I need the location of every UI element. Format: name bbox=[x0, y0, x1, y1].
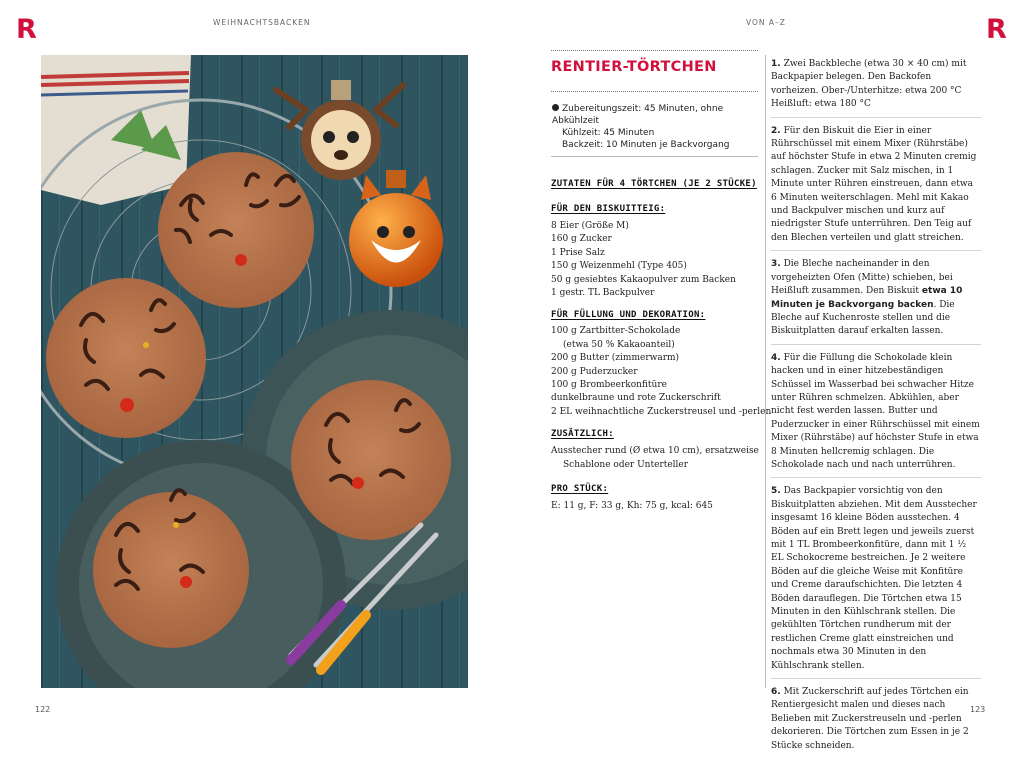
cake-2 bbox=[46, 278, 206, 438]
step-2: 2. Für den Biskuit die Eier in einer Rührschüssel mit einem Mixer (Rührstäbe) auf höchster Stufe in etwa 2 Minuten cremig schlagen. Zucker mit Salz mischen, in 1 Minute unter Rühren einstreuen, dann etwa 6 Minuten weiterschlagen. Mehl mit Kakao und Backpulver mischen und kurz auf niedrigster Stufe unterrühren. Den Teig auf den Blechen verteilen und glatt streichen. bbox=[771, 125, 981, 252]
list-item: 100 g Zartbitter-Schokolade bbox=[551, 326, 681, 337]
biscuit-heading: FÜR DEN BISKUITTEIG: bbox=[551, 204, 666, 214]
list-item: 2 EL weihnachtliche Zuckerstreusel und -perlen bbox=[551, 406, 772, 417]
page-number-right: 123 bbox=[970, 705, 986, 714]
ingredients-heading: ZUTATEN FÜR 4 TÖRTCHEN (JE 2 STÜCKE) bbox=[551, 179, 757, 189]
filling-list bbox=[551, 325, 772, 419]
chapter-letter-left: R bbox=[16, 14, 37, 45]
recipe-photo bbox=[41, 55, 468, 688]
divider bbox=[551, 156, 758, 157]
prep-time: Zubereitungszeit: 45 Minuten, ohne Abkühlzeit bbox=[552, 104, 724, 126]
divider bbox=[551, 91, 758, 92]
recipe-column bbox=[551, 50, 772, 514]
list-item: 1 Prise Salz bbox=[551, 247, 605, 258]
nutrition-heading: PRO STÜCK: bbox=[551, 484, 609, 495]
time-info bbox=[552, 103, 758, 151]
bake-time: Backzeit: 10 Minuten je Backvorgang bbox=[562, 140, 730, 150]
cake-1 bbox=[158, 152, 314, 308]
list-item: 8 Eier (Größe M) bbox=[551, 221, 629, 231]
list-item: Ausstecher rund (Ø etwa 10 cm), ersatzweise bbox=[551, 446, 759, 457]
step-3: 3. Die Bleche nacheinander in den vorgeheizten Ofen (Mitte) schieben, bei Heißluft zusammen. Den Biskuit etwa 10 Minuten je Backvorgang backen. Die Bleche auf Kuchenroste stellen und die Biskuitplatten darauf erkalten lassen. bbox=[771, 258, 981, 344]
column-divider bbox=[765, 55, 766, 688]
list-item: dunkelbraune und rote Zuckerschrift bbox=[551, 393, 721, 404]
list-item: 50 g gesiebtes Kakaopulver zum Backen bbox=[551, 274, 736, 285]
list-item: 160 g Zucker bbox=[551, 234, 612, 245]
chill-time: Kühlzeit: 45 Minuten bbox=[562, 128, 655, 138]
step-5: 5. Das Backpapier vorsichtig von den Biskuitplatten abziehen. Mit dem Ausstecher insgesamt 16 kleine Böden ausstechen. 4 Böden auf ein Brett legen und jeweils zuerst mit 1 TL Brombeerkonfitüre, dann mit 1 ½ EL Schokocreme bestreichen. Je 2 weitere Böden auf die gleiche Weise mit Konfitüre und Creme daraufschichten. Die letzten 4 Böden darauflegen. Die Törtchen etwa 15 Minuten in den Kühlschrank stellen. Die gekühlten Törtchen rundherum mit der restlichen Creme glatt einstreichen und nochmals etwa 30 Minuten in den Kühlschrank stellen. bbox=[771, 485, 981, 679]
filling-heading: FÜR FÜLLUNG UND DEKORATION: bbox=[551, 310, 706, 321]
recipe-title: RENTIER-TÖRTCHEN bbox=[551, 59, 717, 75]
biscuit-list bbox=[551, 220, 758, 300]
running-head-left: WEIHNACHTSBACKEN bbox=[213, 18, 311, 27]
list-item: (etwa 50 % Kakaoanteil) bbox=[563, 339, 675, 350]
step-1: 1. Zwei Backbleche (etwa 30 × 40 cm) mit Backpapier belegen. Den Backofen vorheizen. Ober-/Unterhitze: etwa 200 °C Heißluft: etwa 180 °C bbox=[771, 58, 981, 118]
list-item: 1 gestr. TL Backpulver bbox=[551, 288, 655, 299]
list-item: 200 g Puderzucker bbox=[551, 366, 638, 377]
cake-3 bbox=[291, 380, 451, 540]
list-item: 100 g Brombeerkonfitüre bbox=[551, 380, 667, 391]
extra-list bbox=[551, 445, 758, 472]
nutrition-values: E: 11 g, F: 33 g, Kh: 75 g, kcal: 645 bbox=[551, 501, 713, 512]
list-item: 200 g Butter (zimmerwarm) bbox=[551, 353, 680, 364]
extra-heading: ZUSÄTZLICH: bbox=[551, 429, 614, 440]
reindeer-tartlets-illustration bbox=[41, 55, 468, 688]
list-item: 150 g Weizenmehl (Type 405) bbox=[551, 261, 687, 272]
instructions bbox=[771, 58, 981, 765]
page-number-left: 122 bbox=[35, 705, 51, 714]
divider bbox=[551, 50, 758, 51]
running-head-right: VON A–Z bbox=[746, 18, 786, 27]
list-item: Schablone oder Unterteller bbox=[563, 459, 689, 470]
clock-icon bbox=[552, 104, 559, 111]
step-6: 6. Mit Zuckerschrift auf jedes Törtchen ein Rentiergesicht malen und dieses nach Belieben mit Zuckerstreuseln und -perlen dekorieren. Die Törtchen zum Essen in je 2 Stücke schneiden. bbox=[771, 687, 969, 751]
chapter-letter-right: R bbox=[986, 14, 1007, 45]
step-4: 4. Für die Füllung die Schokolade klein hacken und in einer hitzebeständigen Schüssel im Wasserbad bei schwacher Hitze unter Rühren schmelzen. Abkühlen, aber nicht fest werden lassen. Butter und Puderzucker in einer Rührschüssel mit einem Mixer (Rührstäbe) auf höchster Stufe in etwa 8 Minuten hellcremig schlagen. Die Schokolade nach und nach unterrühren. bbox=[771, 352, 981, 479]
